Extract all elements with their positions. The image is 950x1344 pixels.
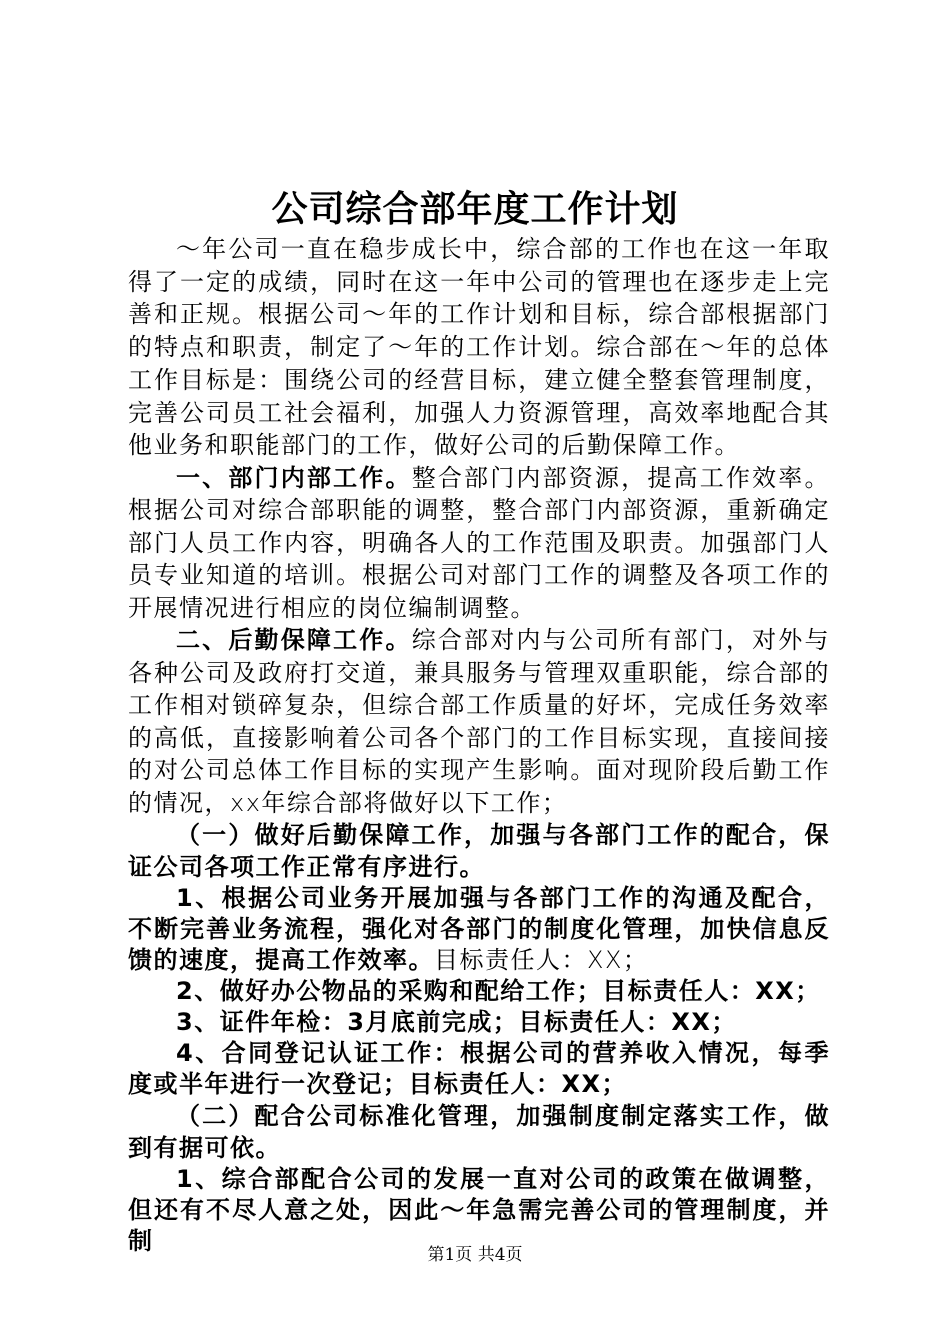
section-2-heading: 二、后勤保障工作。 <box>176 626 412 655</box>
subsection-1: （一）做好后勤保障工作，加强与各部门工作的配合，保证公司各项工作正常有序进行。 <box>128 821 830 882</box>
item-1-1 <box>128 883 830 976</box>
item-1-2: 2、做好办公物品的采购和配给工作；目标责任人：XX； <box>176 977 821 1006</box>
section-1-heading: 一、部门内部工作。 <box>176 463 412 492</box>
section-1-paragraph <box>128 462 830 625</box>
document-body <box>128 233 830 1257</box>
item-1-4: 4、合同登记认证工作：根据公司的营养收入情况，每季度或半年进行一次登记；目标责任人：XX； <box>128 1039 830 1099</box>
item-2-1: 1、综合部配合公司的发展一直对公司的政策在做调整，但还有不尽人意之处，因此～年急需完善公司的管理制度，并制 <box>128 1165 830 1256</box>
item-1-3: 3、证件年检：3月底前完成；目标责任人：XX； <box>176 1008 737 1037</box>
section-2-paragraph <box>128 624 830 819</box>
page-footer: 第1页 共4页 <box>427 1245 523 1265</box>
item-1-1-text: 1、根据公司业务开展加强与各部门工作的沟通及配合，不断完善业务流程，强化对各部门的制度化管理，加快信息反馈的速度，提高工作效率。 <box>128 884 830 975</box>
intro-paragraph: ～年公司一直在稳步成长中，综合部的工作也在这一年取得了一定的成绩，同时在这一年中公司的管理也在逐步走上完善和正规。根据公司～年的工作计划和目标，综合部根据部门的特点和职责，制定了～年的工作计划。综合部在～年的总体工作目标是：围绕公司的经营目标，建立健全整套管理制度，完善公司员工社会福利，加强人力资源管理，高效率地配合其他业务和职能部门的工作，做好公司的后勤保障工作。 <box>128 235 830 460</box>
section-1-text: 整合部门内部资源，提高工作效率。根据公司对综合部职能的调整，整合部门内部资源，重新确定部门人员工作内容，明确各人的工作范围及职责。加强部门人员专业知道的培训。根据公司对部门工作的调整及各项工作的开展情况进行相应的岗位编制调整。 <box>128 463 830 622</box>
subsection-2: （二）配合公司标准化管理，加强制度制定落实工作，做到有据可依。 <box>128 1102 830 1163</box>
item-1-1-owner: 目标责任人：XX； <box>434 946 649 975</box>
document-title: 公司综合部年度工作计划 <box>271 188 679 230</box>
section-2-text: 综合部对内与公司所有部门，对外与各种公司及政府打交道，兼具服务与管理双重职能，综合部的工作相对锁碎复杂，但综合部工作质量的好坏，完成任务效率的高低，直接影响着公司各个部门的工作目标实现，直接间接的对公司总体工作目标的实现产生影响。面对现阶段后勤工作的情况，xx年综合部将做好以下工作； <box>128 626 830 817</box>
